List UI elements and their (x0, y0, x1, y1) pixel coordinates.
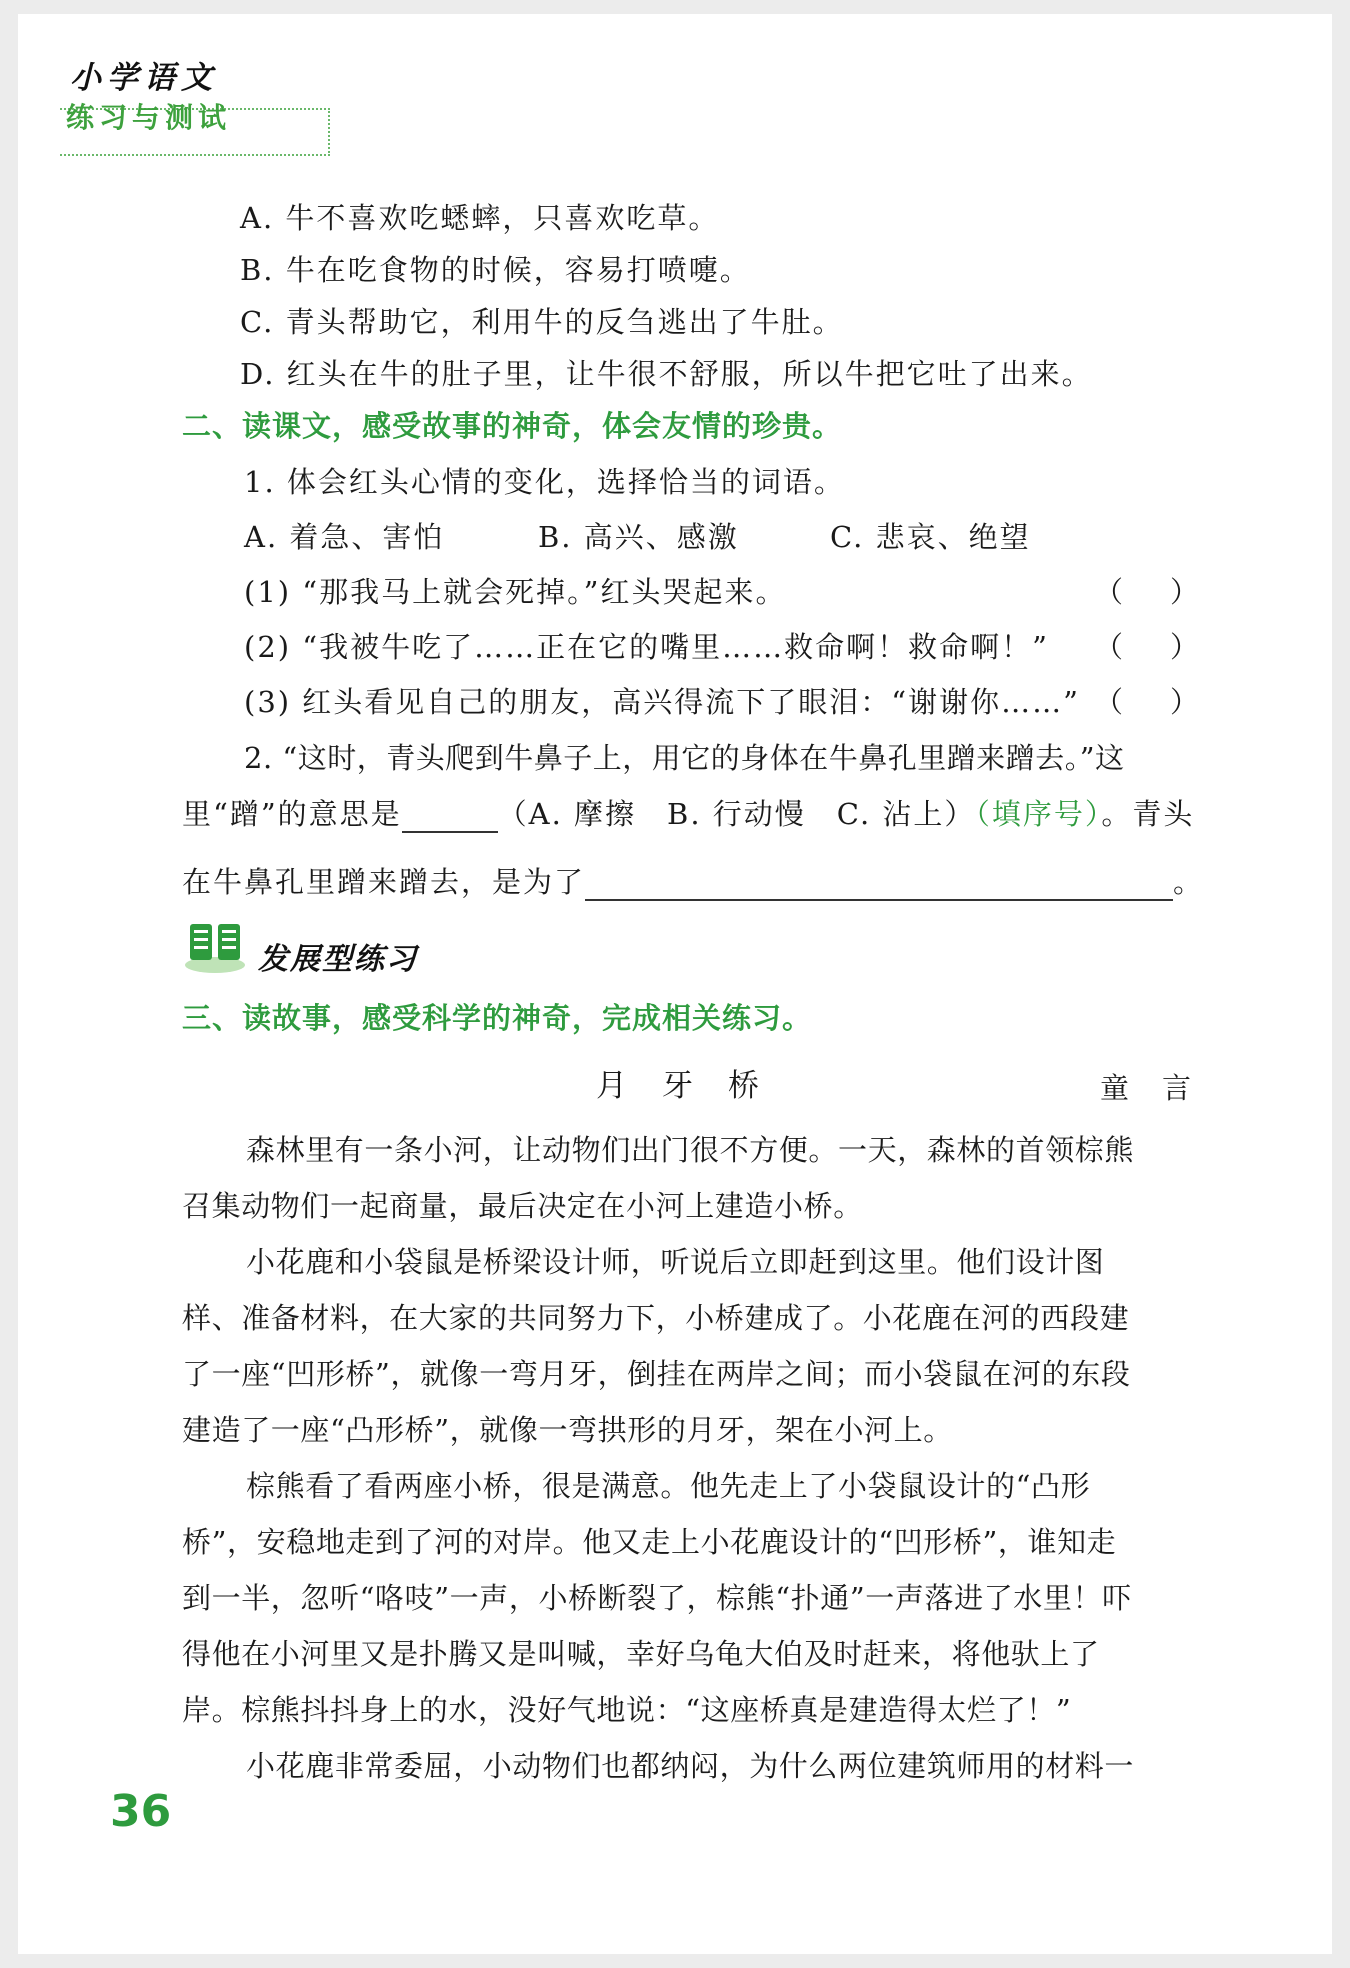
answer-paren-open-3: （ (1094, 685, 1124, 719)
story-line-6: 建造了一座“凸形桥”，就像一弯拱形的月牙，架在小河上。 (182, 1413, 953, 1447)
story-line-4: 样、准备材料，在大家的共同努力下，小桥建成了。小花鹿在河的西段建 (182, 1301, 1130, 1335)
story-line-12: 小花鹿非常委屈，小动物们也都纳闷，为什么两位建筑师用的材料一 (246, 1749, 1135, 1783)
story-line-11: 岸。棕熊抖抖身上的水，没好气地说：“这座桥真是建造得太烂了！” (182, 1693, 1072, 1727)
book-icon (184, 918, 246, 974)
q2-line2-text-c: 。青头 (1101, 797, 1195, 831)
option-d: D. 红头在牛的肚子里，让牛很不舒服，所以牛把它吐了出来。 (240, 357, 1093, 391)
story-author: 童 言 (1100, 1071, 1194, 1105)
answer-paren-open-1: （ (1094, 575, 1124, 609)
answer-paren-close-3: ） (1170, 685, 1200, 719)
page-number: 36 (110, 1786, 172, 1837)
q2-line1: 2. “这时，青头爬到牛鼻子上，用它的身体在牛鼻孔里蹭来蹭去。”这 (244, 741, 1125, 775)
answer-paren-close-1: ） (1170, 575, 1200, 609)
q2-line3 (182, 860, 1204, 901)
q1-choice-c: C. 悲哀、绝望 (830, 520, 1031, 554)
story-line-3: 小花鹿和小袋鼠是桥梁设计师，听说后立即赶到这里。他们设计图 (246, 1245, 1105, 1279)
story-line-8: 桥”，安稳地走到了河的对岸。他又走上小花鹿设计的“凹形桥”，谁知走 (182, 1525, 1117, 1559)
development-practice-title: 发展型练习 (258, 942, 418, 977)
answer-paren-close-2: ） (1170, 630, 1200, 664)
story-line-10: 得他在小河里又是扑腾又是叫喊，幸好乌龟大伯及时赶来，将他驮上了 (182, 1637, 1100, 1671)
section3-heading: 三、读故事，感受科学的神奇，完成相关练习。 (182, 1001, 813, 1035)
book-title: 练习与测试 (66, 101, 232, 134)
answer-paren-open-2: （ (1094, 630, 1124, 664)
q1-prompt: 1. 体会红头心情的变化，选择恰当的词语。 (244, 465, 845, 499)
story-title: 月 牙 桥 (596, 1068, 761, 1104)
q2-line3-text: 在牛鼻孔里蹭来蹭去，是为了 (182, 865, 586, 899)
q2-line3-end: 。 (1173, 865, 1205, 899)
story-line-7: 棕熊看了看两座小桥，很是满意。他先走上了小袋鼠设计的“凸形 (246, 1469, 1091, 1503)
q2-line2-options: （A. 摩擦 B. 行动慢 C. 沾上） (497, 797, 976, 831)
option-a: A. 牛不喜欢吃蟋蟀，只喜欢吃草。 (240, 201, 720, 235)
q1-choice-b: B. 高兴、感激 (538, 520, 739, 554)
story-line-9: 到一半，忽听“咯吱”一声，小桥断裂了，棕熊“扑通”一声落进了水里！吓 (182, 1581, 1132, 1615)
section2-heading: 二、读课文，感受故事的神奇，体会友情的珍贵。 (182, 409, 843, 443)
story-line-5: 了一座“凹形桥”，就像一弯月牙，倒挂在两岸之间；而小袋鼠在河的东段 (182, 1357, 1131, 1391)
option-c: C. 青头帮助它，利用牛的反刍逃出了牛肚。 (240, 305, 844, 339)
q1-item-2: (2) “我被牛吃了……正在它的嘴里……救命啊！救命啊！” (244, 630, 1049, 664)
q2-fill-hint: （填序号） (975, 797, 1102, 831)
q2-reason-blank[interactable] (585, 865, 1173, 901)
q2-answer-blank[interactable] (402, 797, 498, 833)
series-title: 小学语文 (70, 60, 218, 96)
q2-line2-text-a: 里“蹭”的意思是 (182, 797, 402, 831)
q1-item-3: (3) 红头看见自己的朋友，高兴得流下了眼泪：“谢谢你……” (244, 685, 1080, 719)
q1-choice-a: A. 着急、害怕 (244, 520, 445, 554)
option-b: B. 牛在吃食物的时候，容易打喷嚏。 (240, 253, 751, 287)
q1-item-1: (1) “那我马上就会死掉。”红头哭起来。 (244, 575, 787, 609)
story-line-1: 森林里有一条小河，让动物们出门很不方便。一天，森林的首领棕熊 (246, 1133, 1135, 1167)
story-line-2: 召集动物们一起商量，最后决定在小河上建造小桥。 (182, 1189, 863, 1223)
q2-line2 (182, 792, 1194, 833)
